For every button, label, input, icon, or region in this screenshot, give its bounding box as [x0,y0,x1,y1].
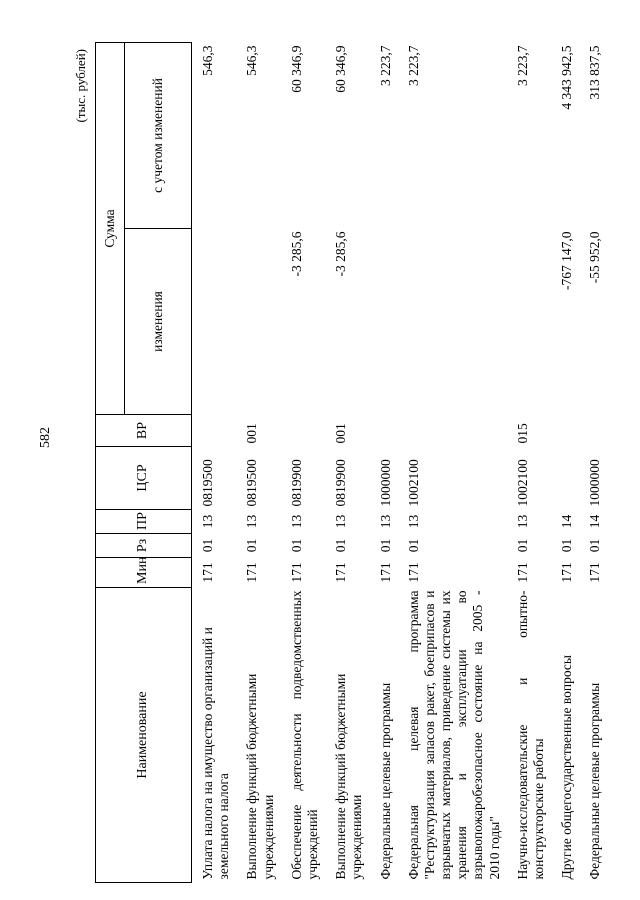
row-total: 3 223,7 [405,45,421,86]
row-rz: 01 [333,538,349,553]
row-vr [192,415,237,447]
row-min: 171 [405,562,421,583]
table-row [370,42,398,882]
row-total: 4 343 942,5 [559,45,575,110]
row-total: 60 346,9 [288,45,304,93]
table-header [96,42,192,882]
row-rz: 01 [200,538,215,553]
row-csr [551,447,579,510]
row-name: Выполнение функций бюджетными учреждениями [333,673,365,880]
table-row [579,42,607,882]
page-number: 582 [38,427,53,448]
row-rz: 01 [244,538,260,553]
row-min: 171 [514,562,530,583]
row-vr: 015 [514,423,530,444]
row-pr: 13 [200,514,215,529]
header-with-changes: с учетом изменений [125,42,192,228]
row-csr: 1000000 [377,459,393,507]
row-vr [281,415,325,447]
header-csr: ЦСР [96,447,192,510]
row-rz: 01 [288,538,304,553]
row-change [398,229,507,415]
row-name: Уплата налога на имущество организаций и земельного налога [200,627,232,880]
row-total: 3 223,7 [377,45,393,86]
row-name: Обеспечение деятельности подведомственных учреждений [288,590,320,880]
header-sum: Сумма [96,42,125,414]
header-name: Наименование [96,588,192,883]
units-note: (тыс. рублей) [73,49,88,123]
row-min: 171 [377,562,393,583]
row-pr: 13 [333,514,349,529]
row-rz: 01 [377,538,393,553]
row-pr: 13 [288,514,304,529]
table-row [325,42,369,882]
row-rz: 01 [559,538,575,553]
row-total: 60 346,9 [333,45,349,93]
row-vr [370,415,398,447]
table-row [236,42,280,882]
row-min: 171 [559,562,575,583]
row-change [236,229,280,415]
row-change: -3 285,6 [288,231,304,277]
row-min: 171 [200,562,215,583]
row-vr [398,415,507,447]
row-total: 546,3 [200,45,215,76]
row-change [507,229,551,415]
row-vr [551,415,579,447]
row-rz: 01 [587,538,603,553]
row-csr: 0819900 [288,459,304,507]
row-csr: 1002100 [514,459,530,507]
table-row [398,42,507,882]
row-vr: 001 [333,423,349,444]
header-rz: Рз [96,534,192,558]
row-name: Федеральные целевые программы [587,682,603,880]
row-rz: 01 [514,538,530,553]
row-min: 171 [244,562,260,583]
table-row [192,42,237,882]
header-changes: изменения [125,229,192,415]
row-vr [579,415,607,447]
row-csr: 0819500 [244,459,260,507]
row-name: Другие общегосударственные вопросы [559,655,575,880]
header-min: Мин [96,558,192,588]
row-csr: 0819900 [333,459,349,507]
row-name: Выполнение функций бюджетными учреждениями [244,673,276,880]
row-pr: 13 [244,514,260,529]
table-row [281,42,325,882]
row-pr: 13 [514,514,530,529]
row-min: 171 [587,562,603,583]
row-change: -55 952,0 [587,231,603,284]
header-vr: ВР [96,415,192,447]
row-min: 171 [333,562,349,583]
row-pr: 13 [405,514,421,529]
row-min: 171 [288,562,304,583]
row-csr: 1002100 [405,459,421,507]
table-row [507,42,551,882]
row-pr: 13 [377,514,393,529]
row-pr: 14 [587,514,603,529]
row-total: 3 223,7 [514,45,530,86]
budget-table [95,42,608,883]
row-change [370,229,398,415]
row-vr: 001 [244,423,260,444]
row-change [192,229,237,415]
header-pr: ПР [96,510,192,534]
row-name: Федеральные целевые программы [377,682,393,880]
row-name: Федеральная целевая программа "Реструктуризация запасов ракет, боеприпасов и взрывчатых материалов, приведение системы их хранения и эксплуатации во взрывопожаробезопасное состояние на 2005 - 2010 годы" [405,590,502,880]
table-row [551,42,579,882]
row-total: 313 837,5 [587,45,603,100]
row-change: -3 285,6 [333,231,349,277]
row-total: 546,3 [244,45,260,76]
rotated-page [73,43,640,883]
row-pr: 14 [559,514,575,529]
row-csr: 0819500 [200,459,215,507]
row-name: Научно-исследовательские и опытно-конструкторские работы [514,590,546,880]
row-change: -767 147,0 [559,231,575,290]
row-csr: 1000000 [587,459,603,507]
row-rz: 01 [405,538,421,553]
table-body [192,42,608,882]
